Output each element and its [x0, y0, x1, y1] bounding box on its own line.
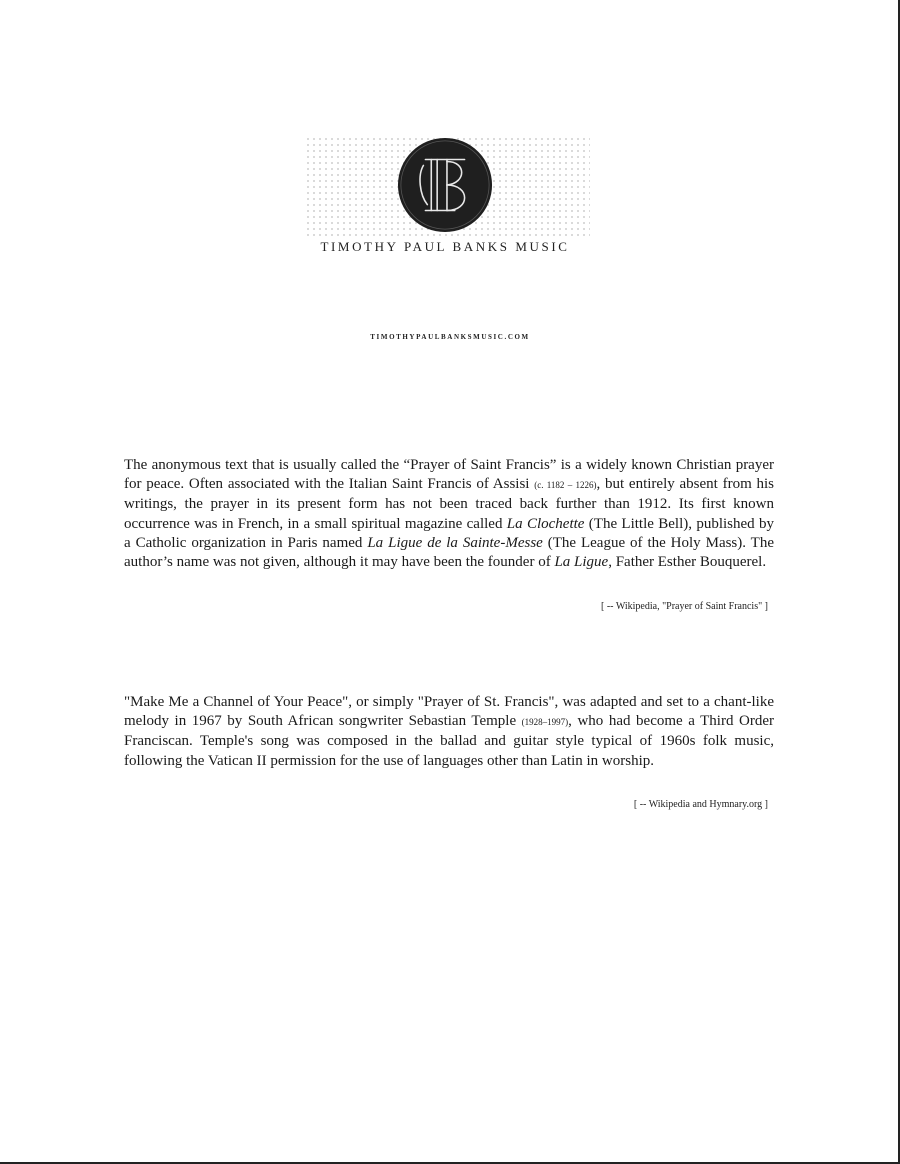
text-run: , but entirely absent from his writings, the prayer in its present form has not been traced back further than 1912. Its first known occurrence was in French, in a small spiritual magazine called [124, 476, 775, 532]
text-run: (The League of the Holy Mass). The author’s name was not given, although it may have been the founder of [124, 534, 774, 571]
paragraph-song [124, 693, 774, 771]
letterhead [300, 128, 590, 268]
italic-title: La Ligue [554, 554, 609, 571]
dates-small: (1928–1997) [521, 717, 569, 728]
brand-name: TIMOTHY PAUL BANKS MUSIC [320, 239, 570, 254]
text-run: , Father Esther Bouquerel. [608, 554, 767, 571]
attribution-1: [ -- Wikipedia, "Prayer of Saint Francis" ] [601, 601, 768, 612]
italic-title: La Clochette [506, 515, 585, 532]
website-url[interactable]: TIMOTHYPAULBANKSMUSIC.COM [370, 333, 530, 341]
tpb-monogram-logo [396, 136, 494, 234]
dates-small: (c. 1182 – 1226) [534, 480, 597, 491]
text-run: (The Little Bell), published by a Catholic organization in Paris named [124, 515, 775, 551]
text-run: The anonymous text that is usually called the “Prayer of Saint Francis” is a widely known Christian prayer for peace. Often associated with the Italian Saint Francis of Assisi [124, 457, 774, 493]
text-run: , who had become a Third Order Franciscan. Temple's song was composed in the ballad and guitar style typical of 1960s folk music, following the Vatican II permission for the use of languages other than Latin in worship. [124, 713, 774, 769]
italic-title: La Ligue de la Sainte-Messe [367, 534, 543, 551]
text-run: "Make Me a Channel of Your Peace", or simply "Prayer of St. Francis", was adapted and set to a chant-like melody in 1967 by South African songwriter Sebastian Temple [124, 694, 774, 730]
paragraph-history [124, 456, 774, 572]
attribution-2: [ -- Wikipedia and Hymnary.org ] [633, 799, 768, 810]
